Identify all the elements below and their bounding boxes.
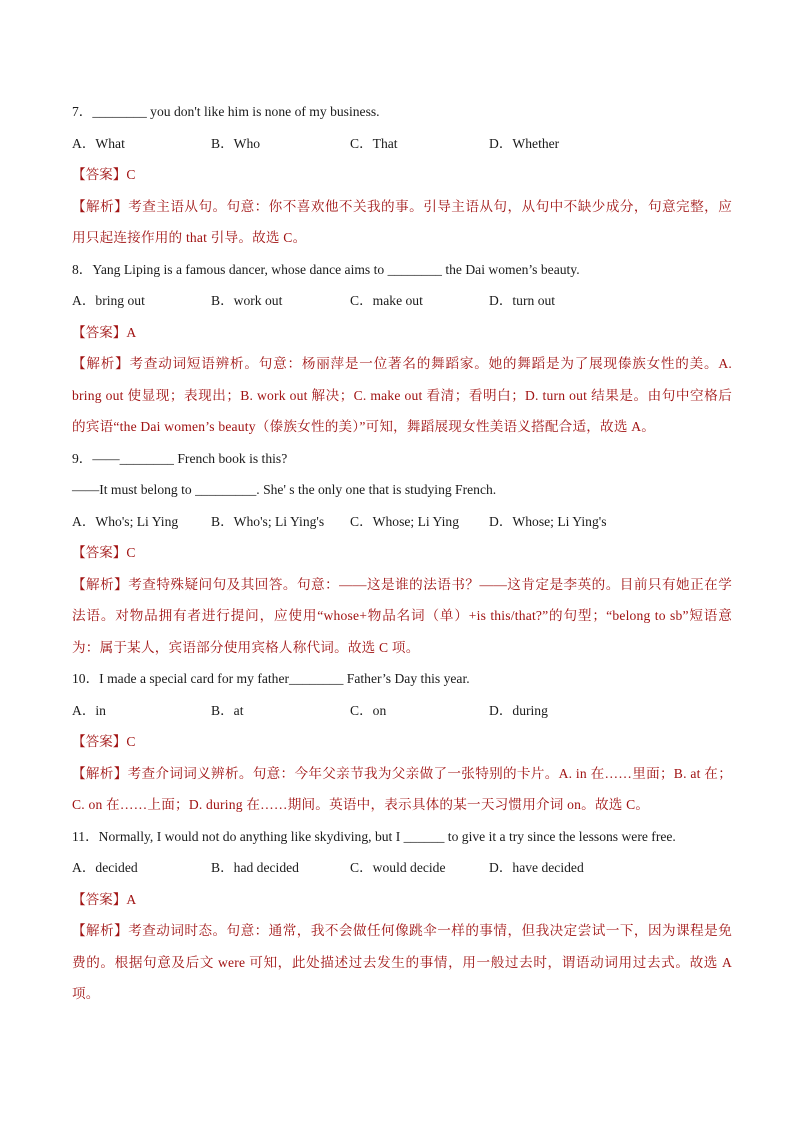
answer-label: 【答案】 (72, 891, 127, 907)
options-row (72, 506, 732, 538)
analysis-text: 考查主语从句。句意：你不喜欢他不关我的事。引导主语从句，从句中不缺少成分，句意完整，应用只起连接作用的 that 引导。故选 C。 (72, 198, 732, 245)
analysis-text: 考查动词短语辨析。句意：杨丽萍是一位著名的舞蹈家。她的舞蹈是为了展现傣族女性的美。A. bring out 使显现；表现出；B. work out 解决；C. make out 看清；看明白；D. turn out 结果是。由句中空格后的宾语“the Dai women’s beauty（傣族女性的美）”可知，舞蹈展现女性美语义搭配合适，故选 A。 (72, 356, 733, 434)
analysis-label: 【解析】 (72, 765, 128, 781)
answer-label: 【答案】 (72, 734, 127, 749)
answer-value: C (126, 545, 136, 560)
option-c: C．make out (350, 293, 423, 308)
answer-line (72, 726, 732, 758)
option-c: C．That (350, 135, 398, 151)
answer-line (72, 159, 732, 191)
option-b: B．at (211, 702, 244, 718)
question-stem: 11．Normally, I would not do anything like skydiving, but I ______ to give it a try since the lessons were free. (72, 828, 676, 844)
answer-label: 【答案】 (72, 167, 127, 182)
options-row (72, 285, 732, 317)
question-block (72, 254, 732, 443)
answer-label: 【答案】 (72, 545, 127, 560)
option-b: B．work out (211, 293, 283, 308)
answer-value: A (126, 324, 137, 340)
option-b: B．had decided (211, 860, 299, 875)
answer-line (72, 317, 732, 349)
question-stem: 9．——________ French book is this? (72, 450, 288, 466)
analysis-paragraph (72, 915, 732, 1010)
option-a: A．bring out (72, 293, 145, 308)
analysis-label: 【解析】 (72, 356, 130, 371)
option-a: A．What (72, 135, 125, 151)
answer-value: C (126, 734, 136, 749)
option-a: A．Who's; Li Ying (72, 513, 179, 529)
option-d: D．have decided (489, 860, 584, 875)
option-d: D．Whether (489, 135, 560, 151)
answer-value: A (126, 891, 137, 907)
option-d: D．turn out (489, 293, 556, 308)
question-block (72, 96, 732, 254)
question-stem-response: ——It must belong to _________. She' s the only one that is studying French. (72, 482, 497, 497)
analysis-paragraph (72, 191, 732, 254)
analysis-label: 【解析】 (72, 198, 129, 214)
analysis-text: 考查介词词义辨析。句意：今年父亲节我为父亲做了一张特别的卡片。A. in 在……里面；B. at 在；C. on 在……上面；D. during 在……期间。英语中，表示具体的某一天习惯用介词 on。故选 C。 (72, 765, 732, 812)
option-b: B．Who's; Li Ying's (211, 513, 325, 529)
question-block (72, 443, 732, 664)
options-row (72, 695, 732, 727)
answer-line (72, 884, 732, 916)
options-row (72, 852, 732, 884)
question-stem: 7．________ you don't like him is none of my business. (72, 104, 380, 119)
option-c: C．Whose; Li Ying (350, 513, 459, 529)
options-row (72, 128, 732, 160)
option-c: C．on (350, 702, 387, 718)
option-b: B．Who (211, 135, 261, 151)
question-stem: 8．Yang Liping is a famous dancer, whose dance aims to ________ the Dai women’s beauty. (72, 261, 580, 277)
analysis-paragraph (72, 569, 732, 664)
question-block (72, 663, 732, 821)
option-c: C．would decide (350, 860, 446, 875)
exercise-page (72, 96, 732, 1010)
analysis-paragraph (72, 758, 732, 821)
option-a: A．decided (72, 860, 138, 875)
option-d: D．Whose; Li Ying's (489, 513, 607, 529)
analysis-paragraph (72, 348, 732, 443)
question-block (72, 821, 732, 1010)
answer-label: 【答案】 (72, 324, 127, 340)
analysis-label: 【解析】 (72, 923, 129, 938)
answer-value: C (126, 167, 136, 182)
analysis-text: 考查特殊疑问句及其回答。句意：——这是谁的法语书？——这肯定是李英的。目前只有她正在学法语。对物品拥有者进行提问，应使用“whose+物品名词（单）+is this/that?”的句型；“belong to sb”短语意为：属于某人，宾语部分使用宾格人称代词。故选 C 项。 (72, 576, 732, 655)
question-stem: 10．I made a special card for my father________ Father’s Day this year. (72, 671, 470, 686)
analysis-label: 【解析】 (72, 576, 129, 592)
analysis-text: 考查动词时态。句意：通常，我不会做任何像跳伞一样的事情，但我决定尝试一下，因为课程是免费的。根据句意及后文 were 可知，此处描述过去发生的事情，用一般过去时，谓语动词用过去式。故选 A 项。 (72, 923, 732, 1001)
option-a: A．in (72, 702, 106, 718)
answer-line (72, 537, 732, 569)
option-d: D．during (489, 702, 548, 718)
